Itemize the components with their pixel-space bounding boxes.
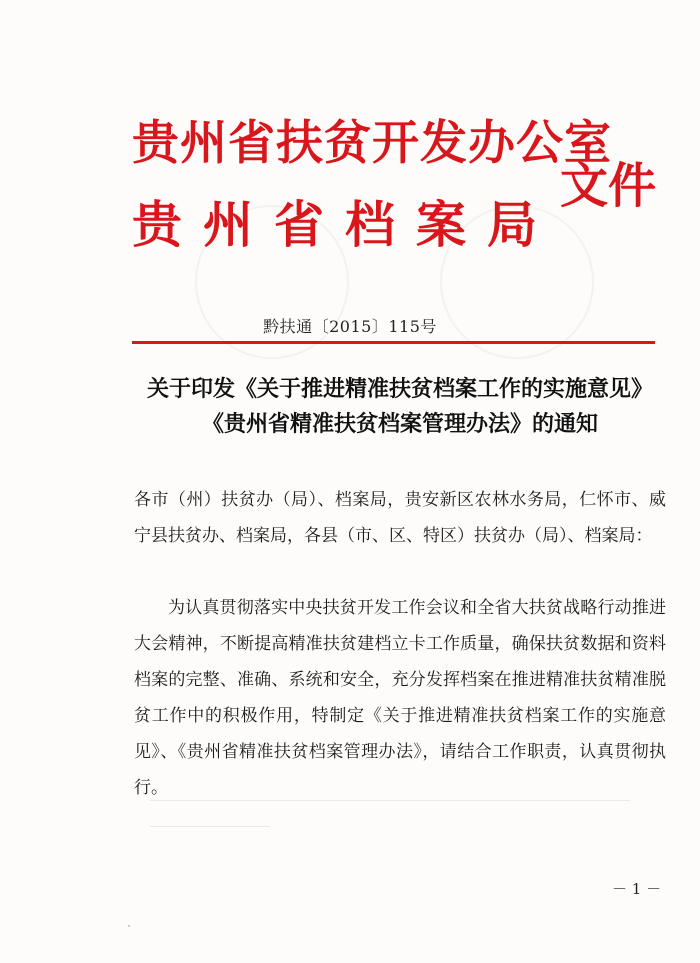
title-line-1: 关于印发《关于推进精准扶贫档案工作的实施意见》 — [146, 376, 653, 402]
title-line-2: 《贵州省精准扶贫档案管理办法》的通知 — [201, 411, 598, 437]
issuing-org-line2: 贵州省档案局 — [132, 195, 558, 254]
issuing-org-line1: 贵州省扶贫开发办公室 — [132, 116, 612, 171]
document-title — [120, 372, 680, 442]
document-number: 黔扶通〔2015〕115号 — [263, 317, 437, 336]
page-number: － 1 － — [612, 880, 662, 898]
faint-bleed-line — [150, 826, 270, 827]
document-label: 文件 — [560, 158, 657, 214]
scan-speck — [128, 925, 130, 927]
body-paragraph: 为认真贯彻落实中央扶贫开发工作会议和全省大扶贫战略行动推进大会精神，不断提高精准扶贫建档立卡工作质量，确保扶贫数据和资料档案的完整、准确、系统和安全，充分发挥档案在推进精准扶贫精准脱贫工作中的积极作用，特制定《关于推进精准扶贫档案工作的实施意见》、《贵州省精准扶贫档案管理办法》，请结合工作职责，认真贯彻执行。 — [134, 598, 666, 798]
addressee-paragraph: 各市（州）扶贫办（局）、档案局，贵安新区农林水务局，仁怀市、威宁县扶贫办、档案局，各县（市、区、特区）扶贫办（局）、档案局： — [134, 490, 666, 546]
red-divider-line — [132, 341, 655, 344]
